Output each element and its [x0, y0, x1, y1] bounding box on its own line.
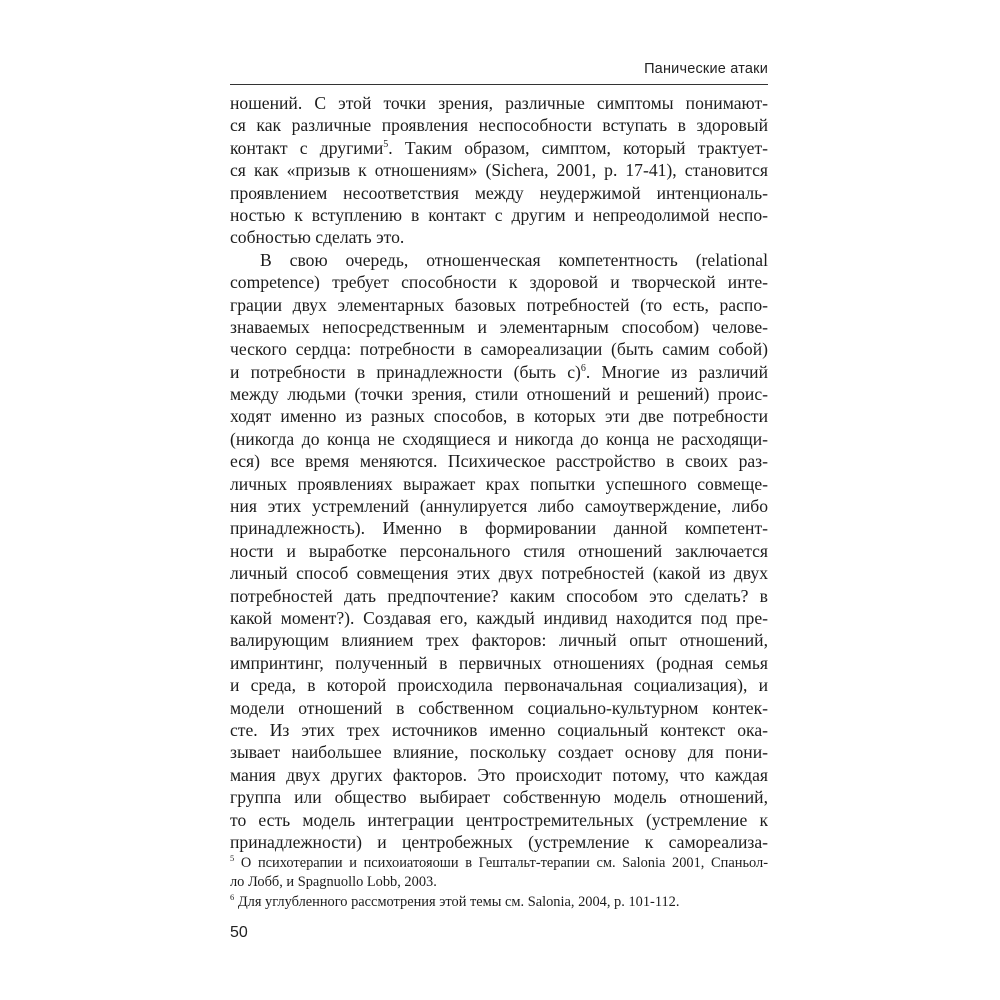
header-rule	[230, 84, 768, 85]
text-line: между людьми (точки зрения, стили отношений и решений) проис-	[230, 384, 768, 405]
text-line: модели отношений в собственном социально-культурном контек-	[230, 697, 768, 718]
text-line: личный способ совмещения этих двух потребностей (какой из двух	[230, 563, 768, 584]
text-line: ношений. С этой точки зрения, различные симптомы понимают-	[230, 93, 768, 113]
text-line: (никогда до конца не сходящиеся и никогда до конца не расходящи-	[230, 428, 768, 449]
footnote-line	[230, 854, 768, 873]
text-line: валирующим влиянием трех факторов: личный опыт отношений,	[230, 630, 768, 651]
footnote-ref-6: 6	[580, 362, 586, 374]
text-line: ся как различные проявления неспособности вступать в здоровый	[230, 115, 768, 136]
text-line: группа или общество выбирает собственную модель отношений,	[230, 787, 768, 808]
text-line: ся как «призыв к отношениям» (Sichera, 2001, p. 17-41), становится	[230, 160, 768, 181]
running-head: Панические атаки	[644, 61, 768, 77]
footnote-marker: 6	[230, 892, 235, 902]
text-line: принадлежности) и центробежных (устремление к самореализа-	[230, 831, 768, 852]
text-segment: контакт с другими	[230, 137, 384, 158]
footnote-line: ло Лобб, и Spagnuollo Lobb, 2003.	[230, 874, 437, 891]
page-number: 50	[230, 924, 248, 941]
text-line: знаваемых непосредственным и элементарным способом) челове-	[230, 316, 768, 337]
text-line: ческого сердца: потребности в самореализации (быть самим собой)	[230, 339, 768, 360]
footnote-6	[230, 893, 768, 912]
text-line: то есть модель интеграции центростремительных (устремление к	[230, 809, 768, 830]
text-line: competence) требует способности к здоровой и творческой инте-	[230, 272, 768, 293]
text-line	[230, 361, 768, 383]
book-page	[230, 0, 768, 1000]
text-segment: и потребности в принадлежности (быть с)	[230, 361, 581, 382]
text-line: и среда, в которой происходила первоначальная социализация), и	[230, 675, 768, 696]
text-line: В свою очередь, отношенческая компетентность (relational	[260, 249, 768, 270]
footnote-text: Для углубленного рассмотрения этой темы см. Salonia, 2004, p. 101-112.	[234, 893, 680, 910]
text-line: ности и выработке персонального стиля отношений заключается	[230, 540, 768, 561]
footnote-line	[230, 893, 768, 912]
text-line: личных проявлениях выражает крах попытки успешного совмеще-	[230, 473, 768, 494]
text-segment: . Многие из различий	[585, 361, 768, 382]
footnotes	[230, 854, 768, 912]
text-line: еся) все время меняются. Психическое расстройство в своих раз-	[230, 451, 768, 472]
text-line: ностью к вступлению в контакт с другим и непреодолимой неспо-	[230, 204, 768, 225]
footnote-5	[230, 854, 768, 893]
footnote-ref-5: 5	[383, 138, 389, 150]
text-line: проявлением несоответствия между неудержимой интенциональ-	[230, 182, 768, 203]
paragraph-2	[230, 249, 768, 854]
text-line: потребностей дать предпочтение? каким способом это сделать? в	[230, 585, 768, 606]
text-line: грации двух элементарных базовых потребностей (то есть, распо-	[230, 294, 768, 315]
text-line: мания двух других факторов. Это происходит потому, что каждая	[230, 764, 768, 785]
text-line	[230, 137, 768, 159]
paragraph-1	[230, 92, 768, 249]
text-line: импринтинг, полученный в первичных отношениях (родная семья	[230, 652, 768, 673]
footnote-marker: 5	[230, 854, 235, 864]
body-text	[230, 92, 768, 853]
footnote-text: О психотерапии и психоиатояоши в Гештальт-терапии см. Salonia 2001, Спаньол-	[234, 855, 768, 871]
text-line: принадлежность). Именно в формировании данной компетент-	[230, 518, 768, 539]
text-line: сте. Из этих трех источников именно социальный контекст ока-	[230, 719, 768, 740]
text-line: ния этих устремлений (аннулируется либо самоутверждение, либо	[230, 496, 768, 517]
text-line: собностью сделать это.	[230, 227, 405, 248]
text-line: зывает наибольшее влияние, поскольку создает основу для пони-	[230, 742, 768, 763]
text-line: ходят именно из разных способов, в которых эти две потребности	[230, 406, 768, 427]
text-segment: . Таким образом, симптом, который трактует-	[388, 137, 768, 158]
text-line: какой момент?). Создавая его, каждый индивид находится под пре-	[230, 607, 768, 628]
